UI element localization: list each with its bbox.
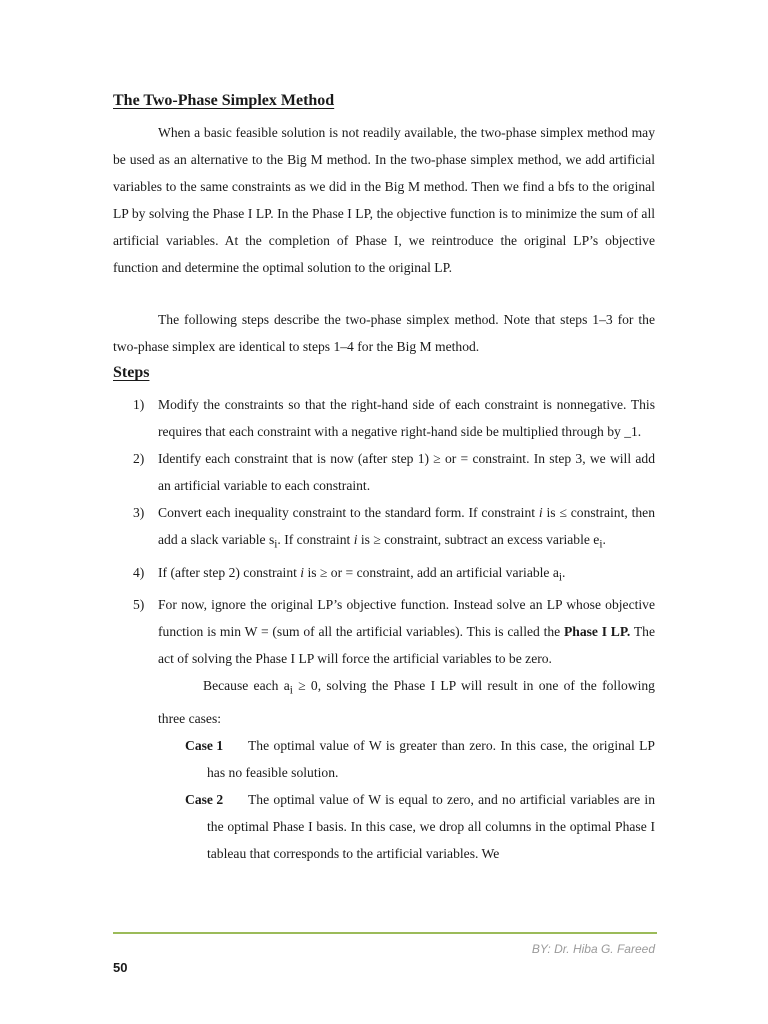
footer-author: BY: Dr. Hiba G. Fareed [531, 942, 655, 956]
page-title: The Two-Phase Simplex Method [113, 92, 335, 109]
step-text: Identify each constraint that is now (after step 1) ≥ or = constraint. In step 3, we will add an artificial variable to each constraint. [158, 451, 655, 493]
step-3 [113, 499, 655, 559]
step-number: 1) [133, 397, 145, 412]
case-text: The optimal value of W is greater than zero. In this case, the original LP has no feasible solution. [207, 738, 655, 781]
cases-intro: Because each $a_i \ge 0$, solving the Phase I LP will result in one of the following three cases: [158, 678, 655, 727]
case-label: Case 1 [185, 738, 224, 754]
step-4 [113, 559, 655, 592]
steps-intro-paragraph: The following steps describe the two-phase simplex method. Note that steps 1–3 for the two-phase simplex are identical to steps 1–4 for the Big M method. [113, 312, 655, 354]
step-text: Modify the constraints so that the right-hand side of each constraint is nonnegative. This requires that each constraint with a negative right-hand side be multiplied through by _1. [158, 397, 655, 439]
page-number: 50 [113, 960, 128, 975]
footer-divider [113, 932, 657, 934]
intro-paragraph: When a basic feasible solution is not readily available, the two-phase simplex method may be used as an alternative to the Big M method. In the two-phase simplex method, we add artificial variables to the same constraints as we did in the Big M method. Then we find a bfs to the original LP by solving the Phase I LP. In the Phase I LP, the objective function is to minimize the sum of all artificial variables. At the completion of Phase I, we reintroduce the original LP’s objective function and determine the optimal solution to the original LP. [113, 125, 655, 275]
step-1 [113, 391, 655, 445]
step-5 [113, 591, 655, 867]
step-text: If (after step 2) constraint i is ≥ or = constraint, add an artificial variable $a_i$. [158, 564, 566, 584]
case-text: The optimal value of W is equal to zero, and no artificial variables are in the optimal Phase I basis. In this case, we drop all columns in the optimal Phase I tableau that corresponds to the artificial variables. We [207, 792, 655, 862]
steps-heading: Steps [113, 364, 150, 381]
step-number: 5) [133, 597, 145, 613]
step-text: Convert each inequality constraint to the standard form. If constraint i is ≤ constraint, then add a slack variable $s_i$. If constraint i is ≥ constraint, subtract an excess variable $e_i$. [158, 505, 656, 551]
case-label: Case 2 [185, 792, 224, 808]
case-1 [158, 732, 655, 786]
steps-list [113, 391, 655, 867]
step-text: For now, ignore the original LP’s objective function. Instead solve an LP whose objective function is min W = (sum of all the artificial variables). This is called the Phase I LP. The act of solving the Phase I LP will force the artificial variables to be zero. [158, 597, 655, 667]
step-number: 4) [133, 564, 145, 580]
step-number: 3) [133, 505, 145, 520]
step-2 [113, 445, 655, 499]
case-2 [158, 786, 655, 867]
step-number: 2) [133, 451, 145, 466]
